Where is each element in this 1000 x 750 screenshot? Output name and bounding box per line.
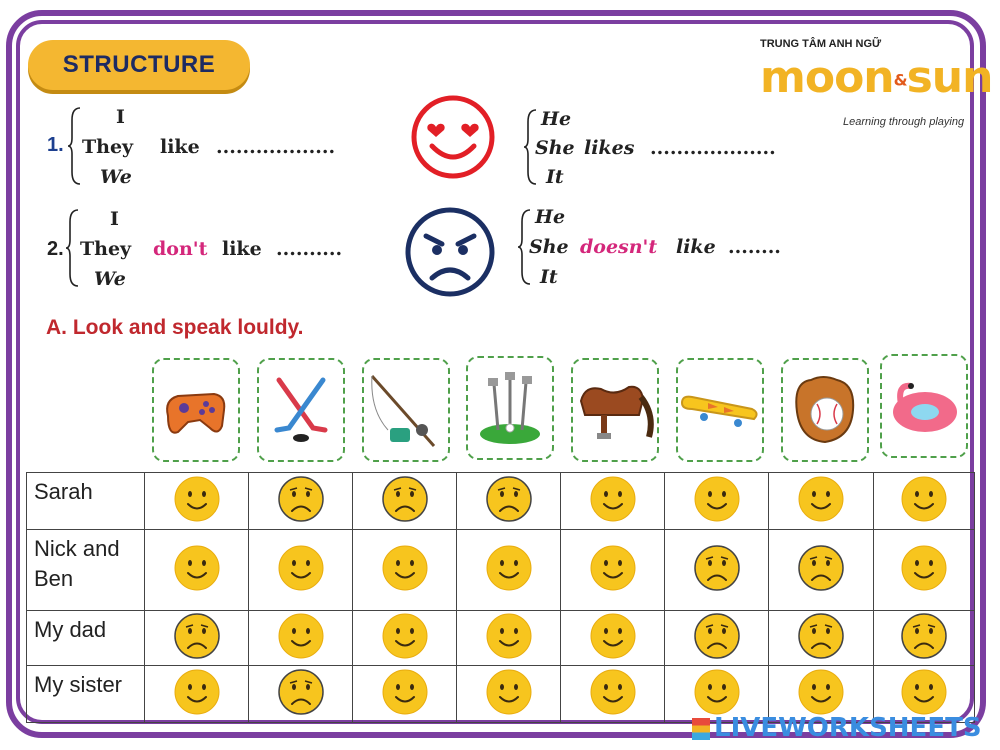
face-cell	[249, 530, 353, 611]
logo-brand-amp: &	[893, 70, 907, 90]
sad-face-icon	[381, 475, 429, 523]
saddle-icon	[575, 375, 655, 445]
face-cell	[769, 473, 874, 530]
logo-brand	[760, 52, 992, 103]
happy-face-icon	[797, 475, 845, 523]
happy-face-icon	[381, 612, 429, 660]
face-cell	[769, 530, 874, 611]
sad-face-icon	[693, 612, 741, 660]
face-cell	[457, 530, 561, 611]
happy-face-icon	[381, 668, 429, 716]
face-cell	[561, 611, 665, 666]
picture-golf-clubs	[466, 356, 554, 460]
table-row	[27, 611, 975, 666]
face-cell	[561, 666, 665, 723]
face-cell	[353, 473, 457, 530]
face-cell	[874, 530, 975, 611]
happy-face-icon	[485, 612, 533, 660]
face-cell	[665, 473, 769, 530]
rule2-negation-left: don't	[153, 238, 208, 260]
happy-face-icon	[693, 475, 741, 523]
rule1-left-brace	[68, 106, 82, 186]
hockey-sticks-icon	[265, 374, 337, 446]
rule1-number: 1.	[47, 134, 64, 156]
sad-face-icon	[173, 612, 221, 660]
table-row	[27, 530, 975, 611]
happy-face-icon	[797, 668, 845, 716]
picture-saddle	[571, 358, 659, 462]
person-name: Nick and Ben	[27, 530, 145, 611]
sad-face-icon	[277, 475, 325, 523]
happy-face-icon	[589, 612, 637, 660]
rule1-verb-left: like	[160, 136, 200, 158]
face-cell	[457, 473, 561, 530]
picture-fishing-rod	[362, 358, 450, 462]
golf-clubs-icon	[474, 368, 546, 448]
happy-face-icon	[900, 475, 948, 523]
person-name: My sister	[27, 666, 145, 723]
happy-face-icon	[277, 612, 325, 660]
happy-face-icon	[693, 668, 741, 716]
baseball-glove-icon	[787, 372, 863, 448]
sad-face-icon	[900, 612, 948, 660]
happy-face-icon	[277, 544, 325, 592]
picture-swim-ring	[880, 354, 968, 458]
angry-face-icon	[404, 206, 496, 298]
rule2-pronoun-it: It	[540, 266, 558, 288]
face-cell	[145, 611, 249, 666]
happy-face-icon	[173, 475, 221, 523]
sad-face-icon	[693, 544, 741, 592]
face-cell	[145, 473, 249, 530]
happy-face-icon	[485, 668, 533, 716]
rule1-pronoun-i: I	[116, 106, 125, 128]
rule2-dots-left: ..........	[276, 238, 343, 260]
rule2-left-brace	[66, 208, 80, 288]
rule2-dots-right: ........	[728, 236, 781, 258]
face-cell	[457, 611, 561, 666]
fishing-rod-icon	[368, 370, 444, 450]
face-cell	[665, 530, 769, 611]
logo-top-text: TRUNG TÂM ANH NGỮ	[760, 38, 882, 50]
picture-baseball-glove	[781, 358, 869, 462]
happy-face-icon	[173, 668, 221, 716]
logo-tagline: Learning through playing	[843, 116, 965, 128]
rule2-number: 2.	[47, 238, 64, 260]
rule2-pronoun-she: She	[529, 236, 569, 258]
face-cell	[561, 530, 665, 611]
rule2-pronoun-we: We	[94, 268, 126, 290]
love-face-icon	[410, 94, 496, 180]
rule1-verb-right: likes	[584, 137, 635, 159]
rule1-pronoun-he: He	[541, 108, 572, 130]
face-cell	[561, 473, 665, 530]
happy-face-icon	[485, 544, 533, 592]
rule2-verb-left: like	[222, 238, 262, 260]
happy-face-icon	[589, 544, 637, 592]
rule1-dots-left: ..................	[216, 136, 336, 158]
picture-hockey-sticks	[257, 358, 345, 462]
face-cell	[353, 666, 457, 723]
rule1-pronoun-we: We	[100, 166, 132, 188]
happy-face-icon	[381, 544, 429, 592]
happy-face-icon	[173, 544, 221, 592]
face-cell	[353, 530, 457, 611]
rule1-dots-right: ...................	[650, 137, 776, 159]
face-cell	[457, 666, 561, 723]
logo-brand-right: sun	[906, 52, 993, 103]
face-cell	[249, 473, 353, 530]
rule1-pronoun-they: They	[82, 136, 134, 158]
skateboard-icon	[678, 385, 762, 435]
watermark	[692, 713, 982, 743]
happy-face-icon	[589, 668, 637, 716]
happy-face-icon	[589, 475, 637, 523]
logo-brand-left: moon	[760, 52, 894, 103]
face-cell	[769, 611, 874, 666]
rule1-pronoun-it: It	[546, 166, 564, 188]
picture-skateboard	[676, 358, 764, 462]
person-name: My dad	[27, 611, 145, 666]
watermark-text: LIVEWORKSHEETS	[714, 713, 982, 743]
rule1-pronoun-she: She	[535, 137, 575, 159]
sad-face-icon	[797, 544, 845, 592]
rule2-pronoun-he: He	[535, 206, 566, 228]
face-cell	[353, 611, 457, 666]
liveworksheets-logo-icon	[692, 718, 710, 740]
face-cell	[249, 611, 353, 666]
face-cell	[665, 611, 769, 666]
structure-badge: STRUCTURE	[28, 40, 250, 90]
face-cell	[145, 666, 249, 723]
picture-game-controller	[152, 358, 240, 462]
happy-face-icon	[900, 668, 948, 716]
rule2-verb-right: like	[676, 236, 716, 258]
rule2-pronoun-they: They	[80, 238, 132, 260]
rule2-pronoun-i: I	[110, 208, 119, 230]
game-controller-icon	[160, 380, 232, 440]
preference-table	[26, 472, 975, 723]
face-cell	[249, 666, 353, 723]
rule2-negation-right: doesn't	[580, 236, 658, 258]
person-name: Sarah	[27, 473, 145, 530]
swim-ring-icon	[887, 374, 961, 438]
face-cell	[874, 611, 975, 666]
sad-face-icon	[797, 612, 845, 660]
face-cell	[874, 473, 975, 530]
sad-face-icon	[485, 475, 533, 523]
face-cell	[145, 530, 249, 611]
activity-title: A. Look and speak louldy.	[46, 316, 304, 339]
sad-face-icon	[277, 668, 325, 716]
happy-face-icon	[900, 544, 948, 592]
table-row	[27, 473, 975, 530]
